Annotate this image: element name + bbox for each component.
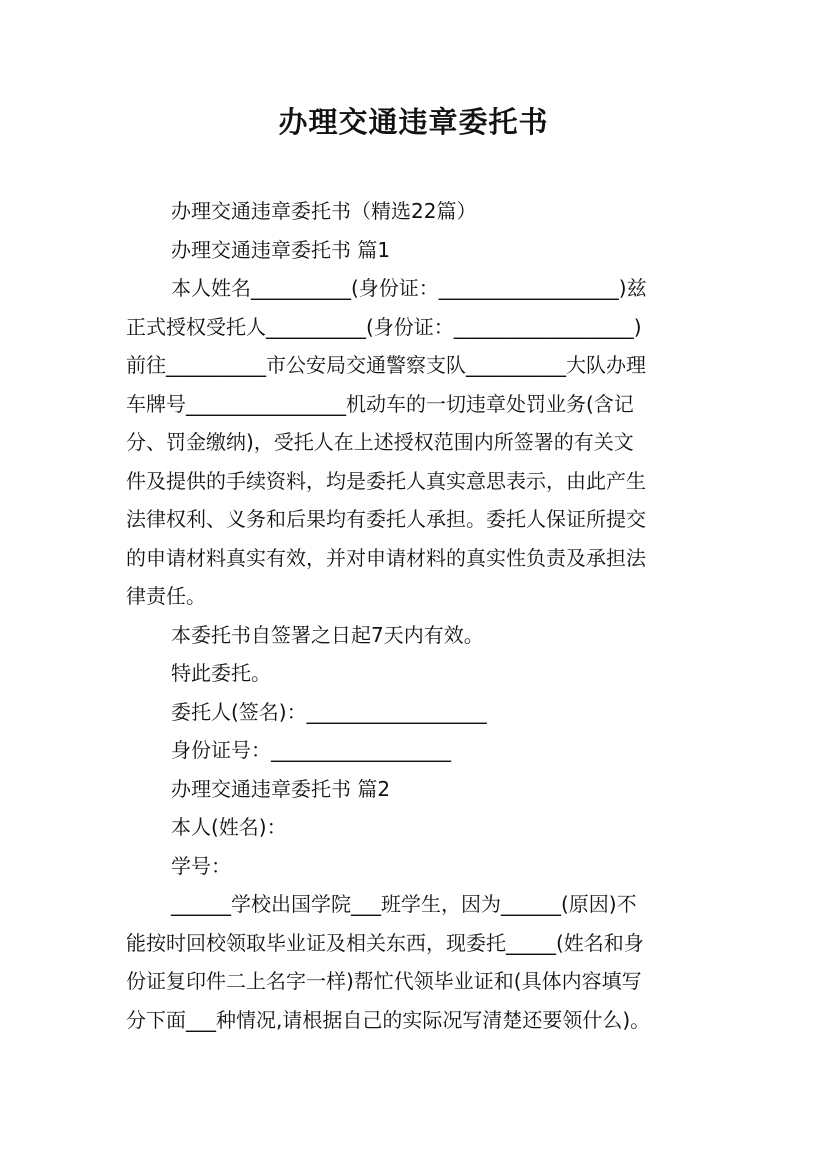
text-line: 分、罚金缴纳)，受托人在上述授权范围内所签署的有关文 <box>126 430 634 454</box>
text-line: 件及提供的手续资料，均是委托人真实意思表示，由此产生 <box>126 468 646 493</box>
text-line: 的申请材料真实有效，并对申请材料的真实性负责及承担法 <box>126 545 646 570</box>
text-line: 本人(姓名)： <box>171 815 287 839</box>
text-line: 份证复印件二上名字一样)帮忙代领毕业证和(具体内容填写 <box>126 969 642 993</box>
text-line: ______学校出国学院___班学生，因为______(原因)不 <box>171 892 637 916</box>
document-body <box>126 192 706 1039</box>
text-line: 办理交通违章委托书（精选22篇） <box>171 199 477 223</box>
text-line: 身份证号：__________________ <box>171 738 451 762</box>
document-title: 办理交通违章委托书 <box>278 105 549 139</box>
text-line: 正式授权受托人__________(身份证：__________________) <box>126 314 642 339</box>
text-line: 律责任。 <box>126 584 206 608</box>
text-line: 学号： <box>171 853 231 878</box>
text-line: 本委托书自签署之日起7天内有效。 <box>171 622 484 647</box>
text-line: 车牌号________________机动车的一切违章处罚业务(含记 <box>126 391 634 416</box>
text-line: 特此委托。 <box>171 661 271 685</box>
text-line: 办理交通违章委托书 篇1 <box>171 237 391 262</box>
text-line: 办理交通违章委托书 篇2 <box>171 776 391 801</box>
text-line: 委托人(签名)：__________________ <box>171 699 487 724</box>
text-line: 分下面___种情况,请根据自己的实际况写清楚还要领什么)。 <box>126 1007 651 1032</box>
text-line: 法律权利、义务和后果均有委托人承担。委托人保证所提交 <box>126 507 646 531</box>
text-line: 前往__________市公安局交通警察支队__________大队办理 <box>126 353 646 377</box>
text-line: 能按时回校领取毕业证及相关东西，现委托_____(姓名和身 <box>126 930 644 955</box>
text-line: 本人姓名__________(身份证：__________________)兹 <box>171 276 647 300</box>
